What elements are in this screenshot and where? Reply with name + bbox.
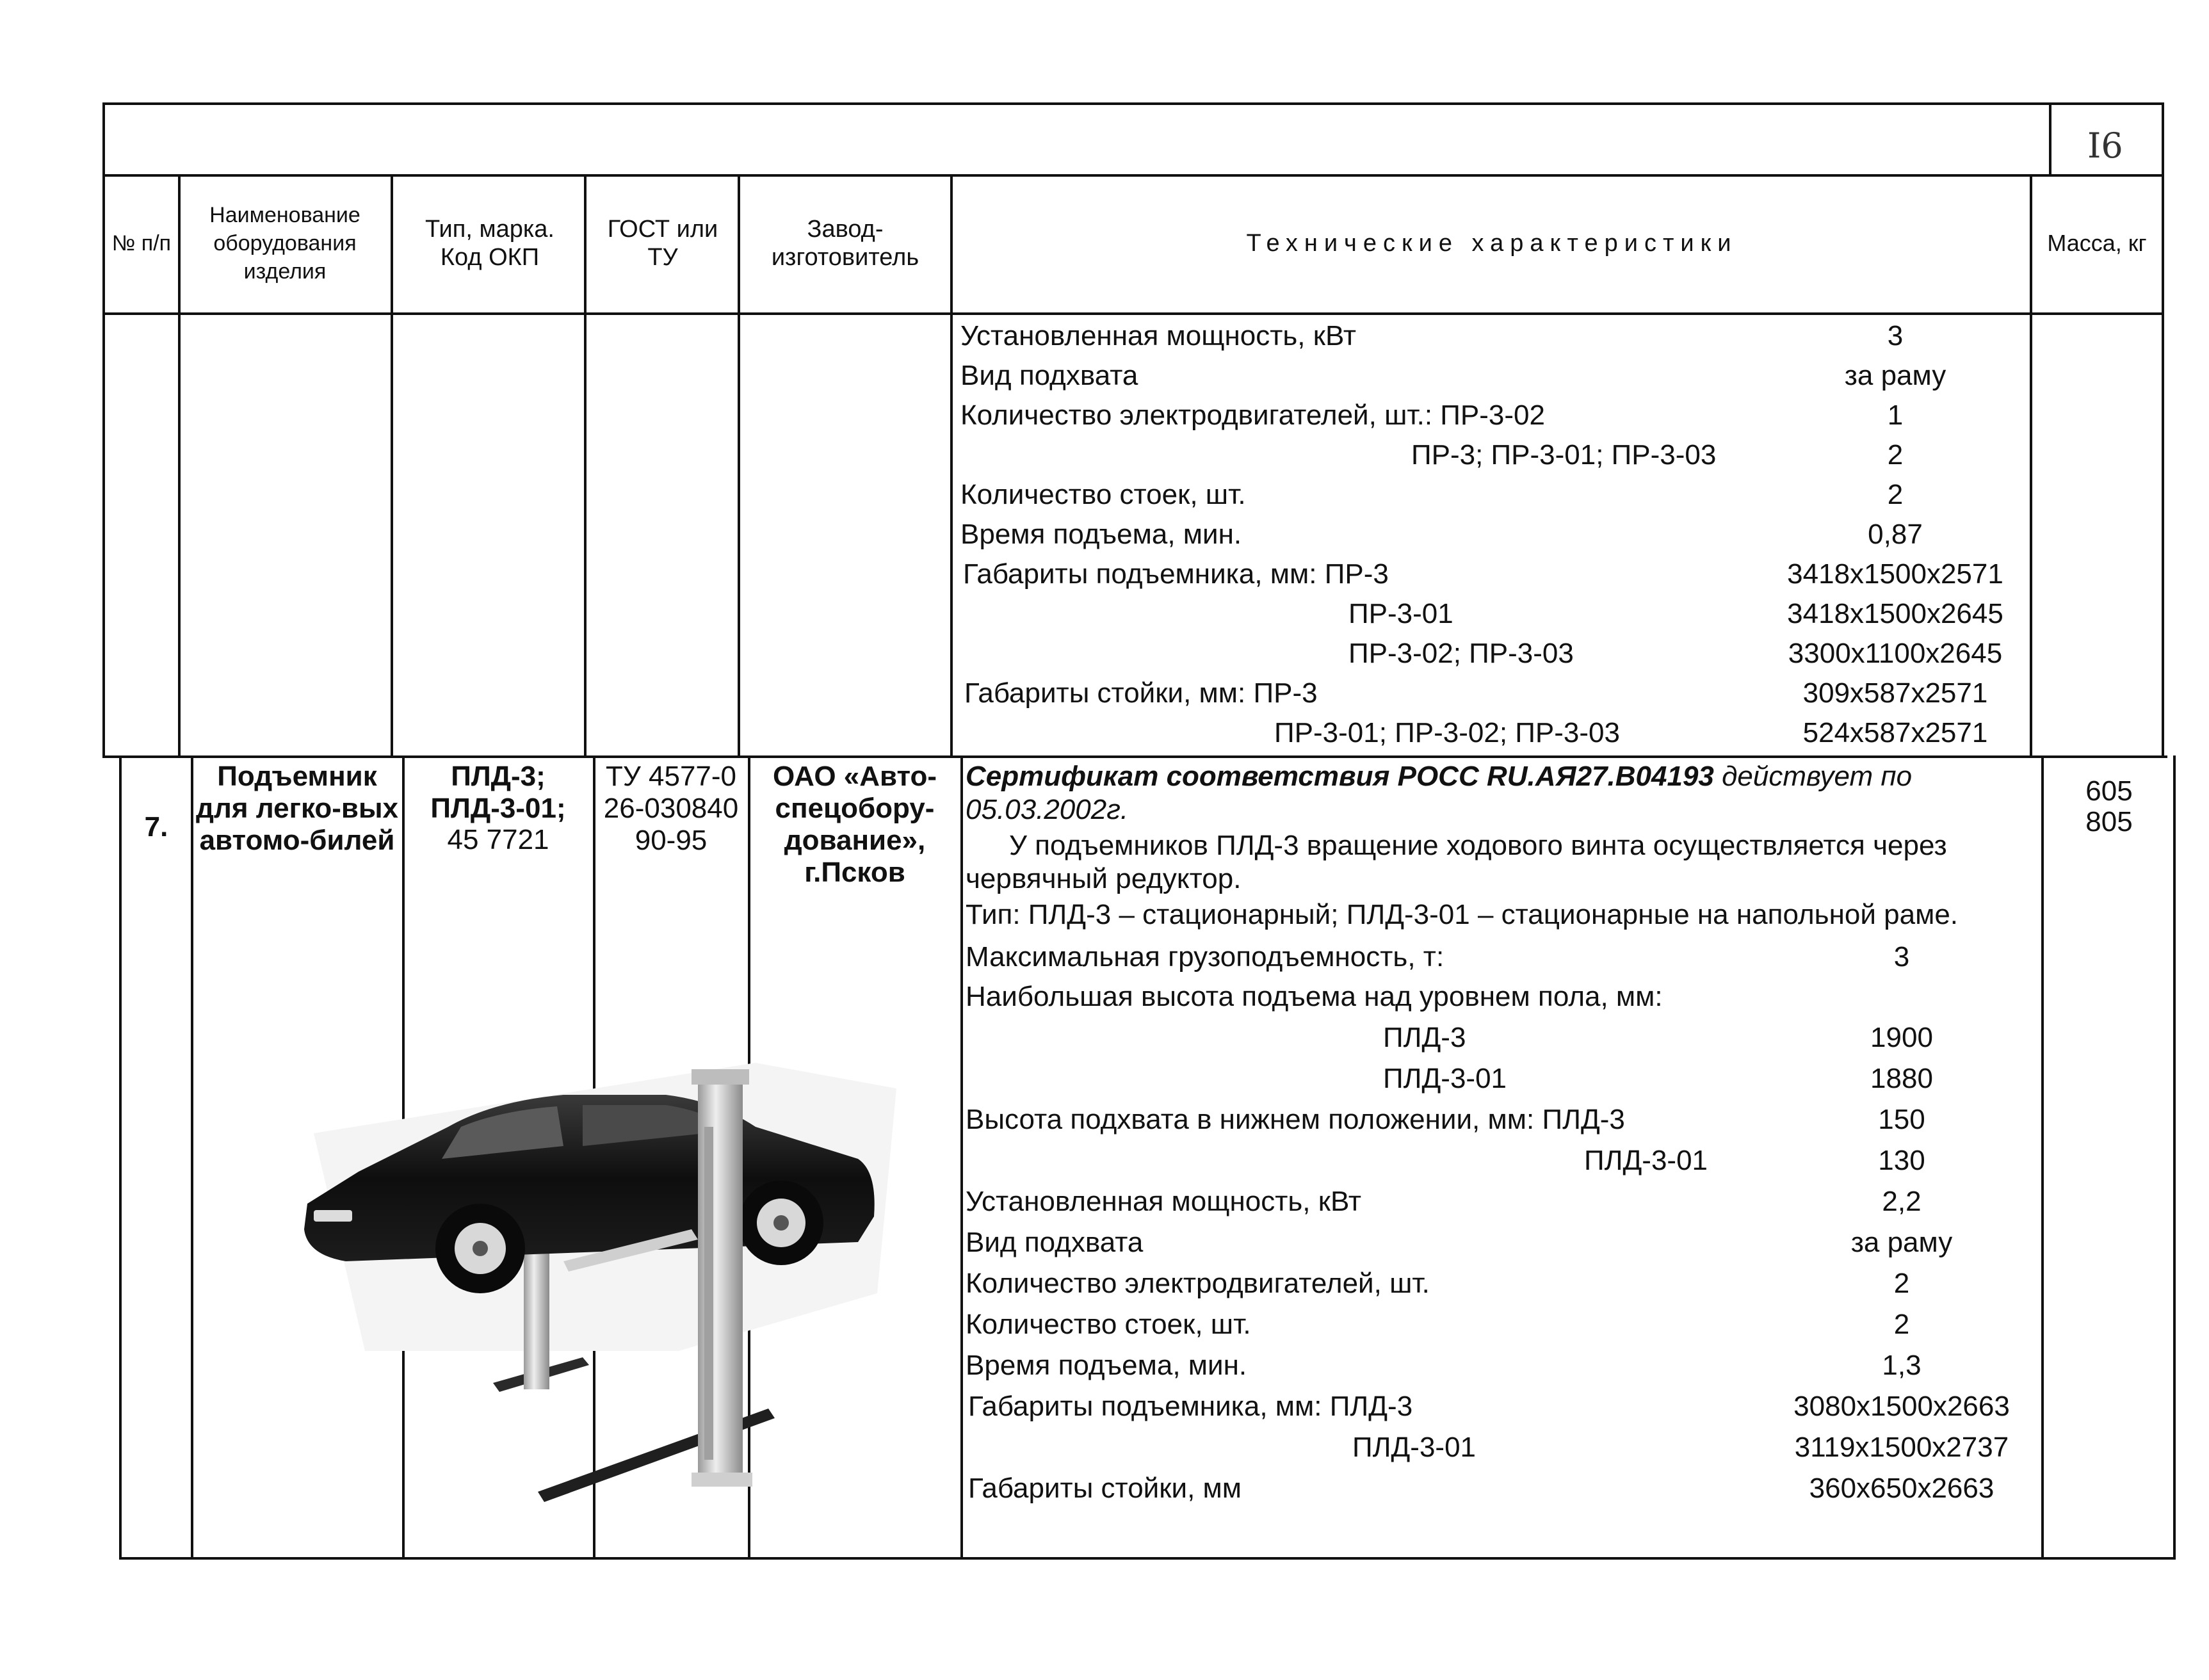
- item-name: Подъемник для легко-вых автомо-билей: [196, 761, 399, 856]
- lift-illustration: [282, 1050, 896, 1511]
- header-gost: ГОСТ или ТУ: [607, 216, 718, 271]
- spec-label: Вид подхвата: [960, 360, 1138, 391]
- certificate-date: 05.03.2002г.: [966, 794, 1129, 825]
- spec-value: за раму: [1850, 1227, 1953, 1258]
- header-name: Наименование оборудования изделия: [209, 203, 360, 284]
- page-number: I6: [2087, 125, 2123, 166]
- spec-label: Максимальная грузоподъемность, т:: [966, 941, 1444, 973]
- spec-label: Время подъема, мин.: [966, 1350, 1247, 1381]
- spec-label: ПЛД-3: [1383, 1022, 1466, 1053]
- spec-value: 150: [1878, 1104, 1925, 1135]
- spec-label: Вид подхвата: [966, 1227, 1144, 1258]
- spec-value: 1,3: [1882, 1350, 1922, 1381]
- note-line: У подъемников ПЛД-3 вращение ходового винта осуществляется через: [1009, 830, 1947, 861]
- item-type-code: 45 7721: [447, 824, 549, 855]
- certificate-number: Сертификат соответствия РОСС RU.АЯ27.В04193: [966, 761, 1714, 792]
- mass-value: 805: [2085, 806, 2133, 837]
- certificate: [966, 761, 1912, 793]
- spec-value: 2: [1887, 479, 1904, 510]
- spec-value: 3418x1500x2571: [1787, 558, 2003, 590]
- spec-label: Высота подхвата в нижнем положении, мм: ПЛД-3: [966, 1104, 1625, 1135]
- spec-label: Габариты стойки, мм: [968, 1473, 1242, 1504]
- spec-value: 3080x1500x2663: [1793, 1391, 2010, 1422]
- spec-label: ПР-3; ПР-3-01; ПР-3-03: [1411, 439, 1717, 471]
- header-type: Тип, марка. Код ОКП: [425, 216, 554, 271]
- spec-value: 2: [1893, 1309, 1910, 1340]
- spec-label: ПР-3-01: [1348, 598, 1453, 629]
- spec-label: Количество стоек, шт.: [966, 1309, 1251, 1340]
- note-line: червячный редуктор.: [966, 863, 1242, 894]
- spec-value: 309x587x2571: [1802, 677, 1988, 709]
- lift-photo: [282, 1050, 896, 1511]
- spec-label: ПЛД-3-01: [1383, 1063, 1507, 1094]
- header-num: № п/п: [111, 231, 172, 255]
- spec-value: 1880: [1870, 1063, 1933, 1094]
- spec-value: 1900: [1870, 1022, 1933, 1053]
- spec-label: Установленная мощность, кВт: [960, 320, 1357, 351]
- spec-label: Количество электродвигателей, шт.: ПР-3-02: [960, 400, 1545, 431]
- spec-value: 3300x1100x2645: [1788, 638, 2003, 669]
- item-type-mark: ПЛД-3; ПЛД-3-01;: [430, 761, 566, 824]
- spec-label: Количество электродвигателей, шт.: [966, 1268, 1430, 1299]
- spec-label: ПР-3-02; ПР-3-03: [1348, 638, 1574, 669]
- spec-value: за раму: [1844, 360, 1946, 391]
- header-specs: Технические характеристики: [1246, 230, 1738, 257]
- spec-value: 3: [1893, 941, 1910, 973]
- item-type: [407, 761, 589, 855]
- spec-label: ПР-3-01; ПР-3-02; ПР-3-03: [1274, 717, 1620, 748]
- spec-label: Габариты подъемника, мм: ПЛД-3: [968, 1391, 1413, 1422]
- item-gost: ТУ 4577-026-03084090-95: [603, 761, 739, 856]
- spec-value: 3119x1500x2737: [1794, 1432, 2009, 1463]
- certificate-validity: действует по: [1713, 761, 1913, 792]
- spec-label: Количество стоек, шт.: [960, 479, 1246, 510]
- spec-value: 2,2: [1882, 1186, 1922, 1217]
- header-mass: Масса, кг: [2047, 230, 2147, 256]
- spec-value: 0,87: [1868, 519, 1923, 550]
- spec-label: Габариты стойки, мм: ПР-3: [964, 677, 1318, 709]
- spec-label: Наибольшая высота подъема над уровнем пола, мм:: [966, 981, 1663, 1012]
- item-number: 7.: [144, 811, 168, 843]
- header-maker: Завод-изготовитель: [771, 216, 919, 271]
- spec-value: 2: [1887, 439, 1904, 471]
- spec-value: 360x650x2663: [1809, 1473, 1995, 1504]
- spec-value: 3: [1887, 320, 1904, 351]
- spec-value: 130: [1878, 1145, 1925, 1176]
- spec-value: 3418x1500x2645: [1787, 598, 2003, 629]
- spec-label: ПЛД-3-01: [1352, 1432, 1477, 1463]
- mass-value: 605: [2085, 775, 2133, 807]
- spec-label: Время подъема, мин.: [960, 519, 1242, 550]
- item-maker: ОАО «Авто-спецобору-дование», г.Псков: [773, 761, 937, 888]
- type-description: Тип: ПЛД-3 – стационарный; ПЛД-3-01 – стационарные на напольной раме.: [966, 899, 1959, 930]
- spec-value: 2: [1893, 1268, 1910, 1299]
- spec-value: 524x587x2571: [1802, 717, 1988, 748]
- item-mass: [2046, 776, 2172, 837]
- spec-label: Габариты подъемника, мм: ПР-3: [963, 558, 1389, 590]
- spec-label: Установленная мощность, кВт: [966, 1186, 1362, 1217]
- spec-value: 1: [1887, 400, 1904, 431]
- spec-label: ПЛД-3-01: [1584, 1145, 1708, 1176]
